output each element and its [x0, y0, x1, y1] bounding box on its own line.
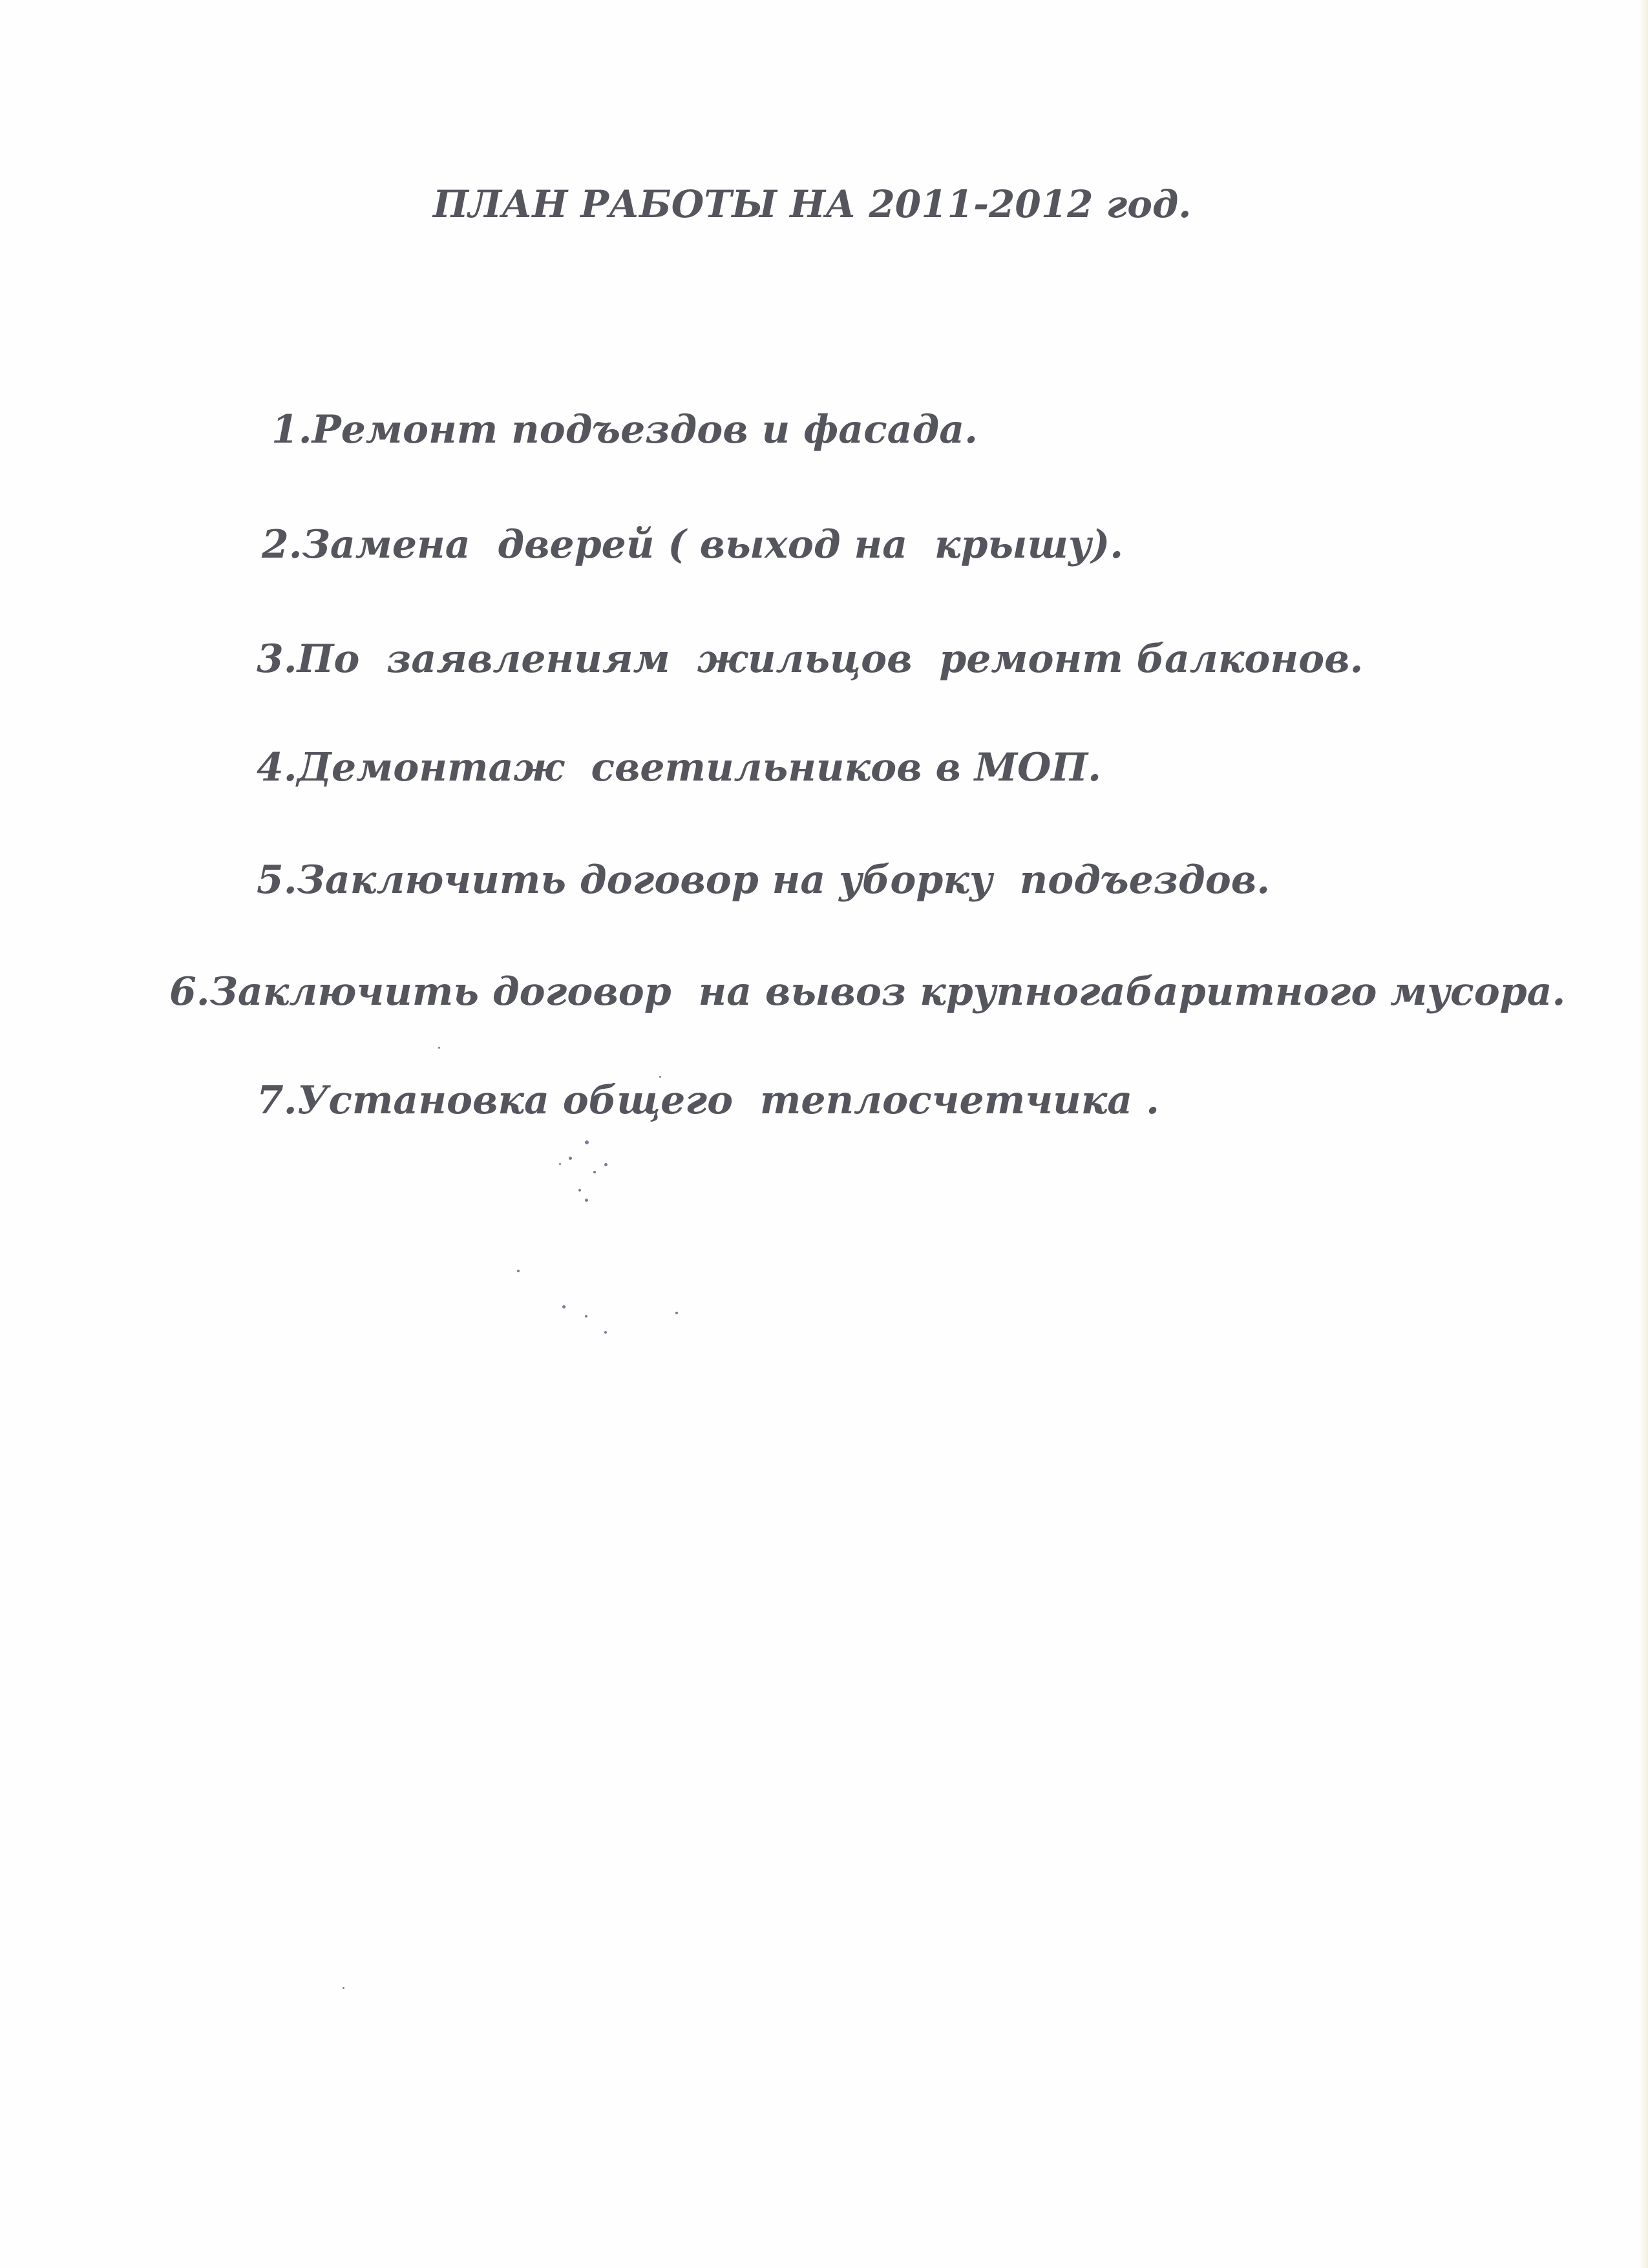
plan-item-2: 2.Замена дверей ( выход на крышу). — [262, 522, 1124, 567]
plan-item-6: 6.Заключить договор на вывоз крупногабаритного мусора. — [169, 969, 1566, 1014]
document-title: ПЛАН РАБОТЫ НА 2011-2012 год. — [433, 182, 1192, 226]
plan-item-7: 7.Установка общего теплосчетчика . — [257, 1078, 1159, 1123]
plan-item-1: 1.Ремонт подъездов и фасада. — [271, 407, 978, 452]
plan-item-3: 3.По заявлениям жильцов ремонт балконов. — [257, 636, 1364, 682]
plan-item-4: 4.Демонтаж светильников в МОП. — [257, 745, 1101, 790]
plan-item-5: 5.Заключить договор на уборку подъездов. — [257, 857, 1271, 903]
paper-edge — [1639, 0, 1648, 2268]
